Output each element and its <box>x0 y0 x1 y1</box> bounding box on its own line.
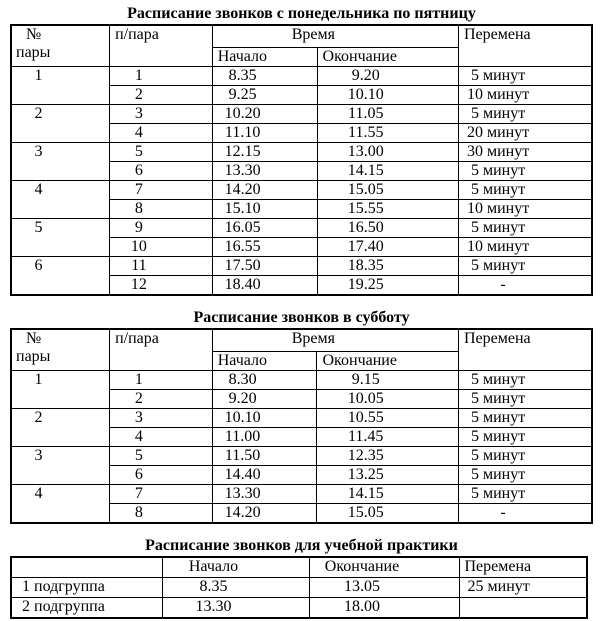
break-cell: 5 минут <box>458 390 592 409</box>
end-header: Окончание <box>317 48 458 67</box>
end-time-cell: 10.10 <box>317 86 458 105</box>
table-row <box>11 447 592 466</box>
break-header: Перемена <box>458 329 592 371</box>
start-time-cell: 13.30 <box>212 162 317 181</box>
subpair-number-cell: 4 <box>110 124 213 143</box>
table-row <box>11 143 592 162</box>
table-body <box>11 578 587 619</box>
subpair-number-cell: 8 <box>110 504 213 524</box>
pair-number-header <box>11 329 110 371</box>
pair-number-cell: 6 <box>11 257 110 296</box>
start-time-cell: 14.20 <box>212 181 317 200</box>
end-time-cell: 13.05 <box>309 578 459 598</box>
table-body <box>11 67 592 296</box>
end-time-cell: 9.15 <box>317 371 458 390</box>
end-time-cell: 11.45 <box>317 428 458 447</box>
break-cell: 10 минут <box>458 200 592 219</box>
pair-number-cell: 1 <box>11 67 110 105</box>
pair-number-cell: 4 <box>11 181 110 219</box>
weekday-schedule-title: Расписание звонков с понедельника по пятницу <box>127 5 476 22</box>
start-time-cell: 11.10 <box>212 124 317 143</box>
pair-number-header-line2: пары <box>16 348 51 365</box>
end-time-cell: 15.55 <box>317 200 458 219</box>
subpair-number-cell: 2 <box>110 390 213 409</box>
break-cell: 30 минут <box>458 143 592 162</box>
break-cell: 5 минут <box>458 428 592 447</box>
table-row <box>11 371 592 390</box>
end-time-cell: 9.20 <box>317 67 458 86</box>
end-header: Окончание <box>317 352 458 371</box>
start-time-cell: 18.40 <box>212 276 317 296</box>
practice-schedule-section <box>10 538 593 619</box>
table-row <box>11 67 592 86</box>
subpair-number-cell: 6 <box>110 162 213 181</box>
time-header: Время <box>212 25 458 48</box>
start-time-cell: 13.30 <box>162 598 309 619</box>
start-header: Начало <box>212 48 317 67</box>
end-time-cell: 11.05 <box>317 105 458 124</box>
table-body <box>11 371 592 524</box>
pair-number-header-line1: № <box>26 330 42 347</box>
subpair-number-cell: 9 <box>110 219 213 238</box>
start-time-cell: 8.35 <box>212 67 317 86</box>
subpair-number-cell: 3 <box>110 409 213 428</box>
pair-number-cell: 1 <box>11 371 110 409</box>
subgroup-label-cell: 1 подгруппа <box>11 578 162 598</box>
start-time-cell: 12.15 <box>212 143 317 162</box>
end-time-cell: 17.40 <box>317 238 458 257</box>
start-time-cell: 14.20 <box>212 504 317 524</box>
end-time-cell: 15.05 <box>317 181 458 200</box>
subpair-number-cell: 11 <box>110 257 213 276</box>
pair-number-header <box>11 25 110 67</box>
pair-number-cell: 4 <box>11 485 110 524</box>
table-row <box>11 257 592 276</box>
pair-number-cell: 3 <box>11 447 110 485</box>
subpair-number-cell: 10 <box>110 238 213 257</box>
pair-number-header-line1: № <box>26 26 42 43</box>
subpair-number-cell: 7 <box>110 181 213 200</box>
practice-schedule-table <box>10 556 588 619</box>
pair-number-cell: 5 <box>11 219 110 257</box>
start-time-cell: 10.20 <box>212 105 317 124</box>
end-time-cell: 19.25 <box>317 276 458 296</box>
start-header: Начало <box>162 557 309 578</box>
subgroup-label-cell: 2 подгруппа <box>11 598 162 619</box>
break-cell: - <box>458 276 592 296</box>
start-time-cell: 13.30 <box>212 485 317 504</box>
start-time-cell: 16.05 <box>212 219 317 238</box>
break-cell: 5 минут <box>458 371 592 390</box>
end-time-cell: 10.05 <box>317 390 458 409</box>
subpair-number-cell: 12 <box>110 276 213 296</box>
end-header: Окончание <box>309 557 459 578</box>
subpair-header: п/пара <box>110 25 213 67</box>
weekday-schedule-section <box>10 6 593 296</box>
break-cell: 20 минут <box>458 124 592 143</box>
end-time-cell: 16.50 <box>317 219 458 238</box>
subpair-number-cell: 4 <box>110 428 213 447</box>
subpair-number-cell: 8 <box>110 200 213 219</box>
subpair-number-cell: 6 <box>110 466 213 485</box>
start-time-cell: 11.50 <box>212 447 317 466</box>
break-cell: 25 минут <box>459 578 587 598</box>
pair-number-cell: 2 <box>11 105 110 143</box>
start-time-cell: 14.40 <box>212 466 317 485</box>
break-cell: 5 минут <box>458 181 592 200</box>
end-time-cell: 14.15 <box>317 162 458 181</box>
saturday-schedule-section <box>10 310 593 524</box>
break-header: Перемена <box>459 557 587 578</box>
subpair-number-cell: 2 <box>110 86 213 105</box>
break-cell: 5 минут <box>458 485 592 504</box>
table-row <box>11 219 592 238</box>
start-time-cell: 17.50 <box>212 257 317 276</box>
table-row <box>11 409 592 428</box>
weekday-schedule-table <box>10 24 593 296</box>
pair-number-cell: 2 <box>11 409 110 447</box>
start-time-cell: 9.25 <box>212 86 317 105</box>
end-time-cell: 18.00 <box>309 598 459 619</box>
break-cell: 5 минут <box>458 67 592 86</box>
end-time-cell: 13.25 <box>317 466 458 485</box>
subpair-number-cell: 1 <box>110 371 213 390</box>
end-time-cell: 10.55 <box>317 409 458 428</box>
saturday-schedule-table <box>10 328 593 524</box>
break-cell: 5 минут <box>458 219 592 238</box>
subpair-number-cell: 1 <box>110 67 213 86</box>
break-cell: 10 минут <box>458 86 592 105</box>
table-row <box>11 181 592 200</box>
pair-number-cell: 3 <box>11 143 110 181</box>
saturday-schedule-title: Расписание звонков в субботу <box>193 309 410 326</box>
start-time-cell: 8.35 <box>162 578 309 598</box>
practice-schedule-title: Расписание звонков для учебной практики <box>145 537 458 554</box>
subpair-number-cell: 5 <box>110 143 213 162</box>
start-time-cell: 8.30 <box>212 371 317 390</box>
header-row <box>11 557 587 578</box>
end-time-cell: 14.15 <box>317 485 458 504</box>
start-time-cell: 16.55 <box>212 238 317 257</box>
break-cell: - <box>458 504 592 524</box>
end-time-cell: 11.55 <box>317 124 458 143</box>
break-cell: 5 минут <box>458 409 592 428</box>
start-time-cell: 11.00 <box>212 428 317 447</box>
start-time-cell: 10.10 <box>212 409 317 428</box>
time-header: Время <box>212 329 458 352</box>
subpair-header: п/пара <box>110 329 213 371</box>
start-time-cell: 15.10 <box>212 200 317 219</box>
break-cell: 5 минут <box>458 105 592 124</box>
start-time-cell: 9.20 <box>212 390 317 409</box>
break-cell: 5 минут <box>458 162 592 181</box>
table-header <box>11 329 592 371</box>
subpair-number-cell: 3 <box>110 105 213 124</box>
break-cell: 5 минут <box>458 466 592 485</box>
pair-number-header-line2: пары <box>16 44 51 61</box>
break-cell: 5 минут <box>458 257 592 276</box>
break-cell: 10 минут <box>458 238 592 257</box>
end-time-cell: 18.35 <box>317 257 458 276</box>
start-header: Начало <box>212 352 317 371</box>
table-header <box>11 25 592 67</box>
end-time-cell: 13.00 <box>317 143 458 162</box>
break-header: Перемена <box>458 25 592 67</box>
table-header <box>11 557 587 578</box>
table-row <box>11 578 587 598</box>
header-row-1 <box>11 25 592 48</box>
end-time-cell: 12.35 <box>317 447 458 466</box>
end-time-cell: 15.05 <box>317 504 458 524</box>
table-row <box>11 485 592 504</box>
subpair-number-cell: 5 <box>110 447 213 466</box>
header-row-1 <box>11 329 592 352</box>
table-row <box>11 598 587 619</box>
subpair-number-cell: 7 <box>110 485 213 504</box>
table-row <box>11 105 592 124</box>
empty-corner-cell <box>11 557 162 578</box>
break-cell <box>459 598 587 619</box>
break-cell: 5 минут <box>458 447 592 466</box>
